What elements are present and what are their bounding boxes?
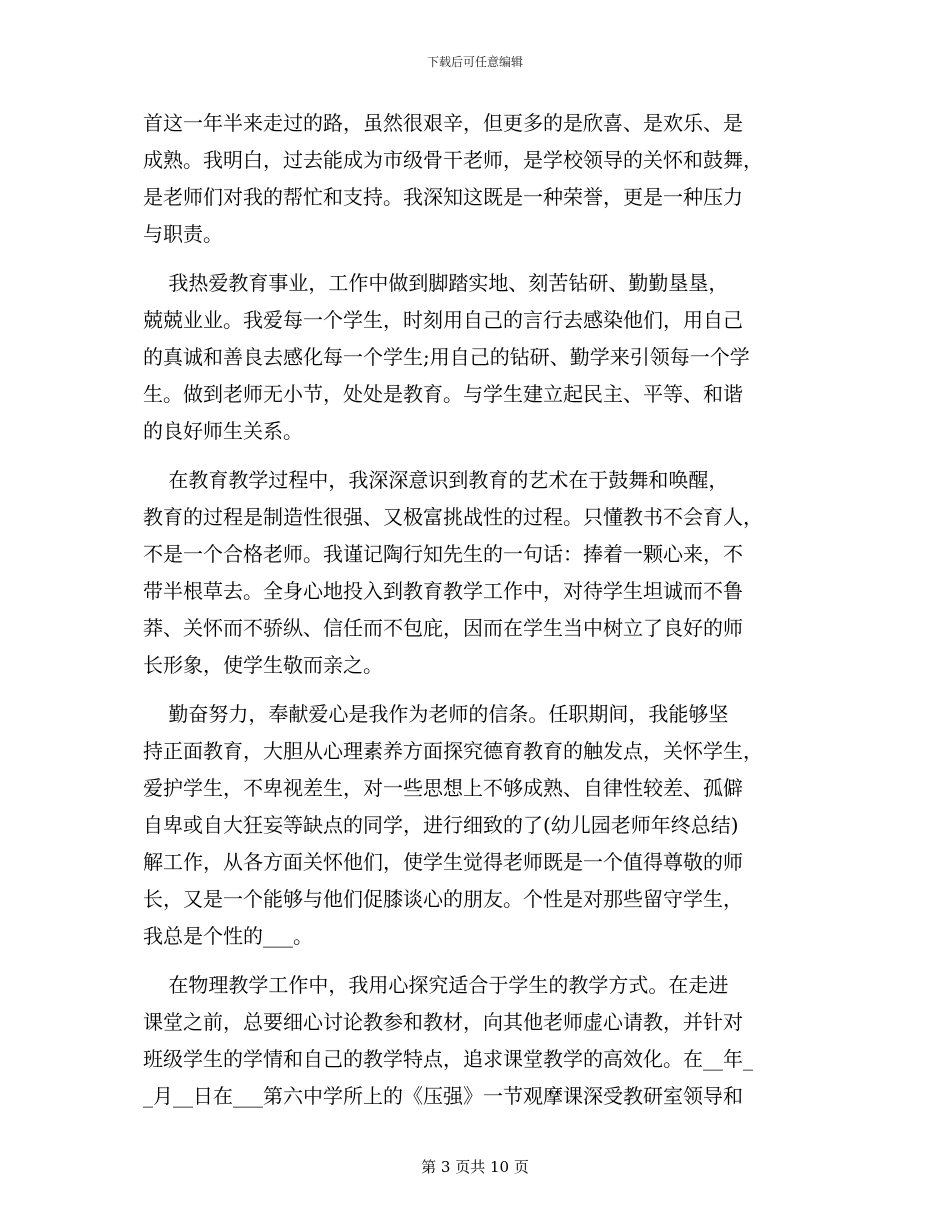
text-line: 的真诚和善良去感化每一个学生;用自己的钻研、勤学来引领每一个学 <box>143 345 750 369</box>
paragraph <box>143 696 805 955</box>
text-line: 我热爱教育事业，工作中做到脚踏实地、刻苦钻研、勤勤垦垦， <box>143 271 729 295</box>
text-line: 自卑或自大狂妄等缺点的同学，进行细致的了(幼儿园老师年终总结) <box>143 813 739 837</box>
text-line: 是老师们对我的帮忙和支持。我深知这既是一种荣誉，更是一种压力 <box>143 185 743 209</box>
text-line: 解工作，从各方面关怀他们，使学生觉得老师既是一个值得尊敬的师 <box>143 850 743 874</box>
text-line: 在物理教学工作中，我用心探究适合于学生的教学方式。在走进 <box>143 973 729 997</box>
text-line: _月__日在___第六中学所上的《压强》一节观摩课深受教研室领导和 <box>143 1084 743 1108</box>
text-line: 兢兢业业。我爱每一个学生，时刻用自己的言行去感染他们，用自己 <box>143 308 743 332</box>
text-line: 勤奋努力，奉献爱心是我作为老师的信条。任职期间，我能够坚 <box>143 702 729 726</box>
text-line: 首这一年半来走过的路，虽然很艰辛，但更多的是欣喜、是欢乐、是 <box>143 111 743 135</box>
paragraph <box>143 105 805 253</box>
text-line: 的良好师生关系。 <box>143 419 303 443</box>
text-line: 班级学生的学情和自己的教学特点，追求课堂教学的高效化。在__年_ <box>143 1047 753 1071</box>
page-footer: 第 3 页共 10 页 <box>421 1158 529 1176</box>
paragraph <box>143 265 805 450</box>
text-line: 不是一个合格老师。我谨记陶行知先生的一句话：捧着一颗心来，不 <box>143 542 743 566</box>
paragraph <box>143 967 805 1115</box>
text-line: 爱护学生，不卑视差生，对一些思想上不够成熟、自律性较差、孤僻 <box>143 776 743 800</box>
text-line: 成熟。我明白，过去能成为市级骨干老师，是学校领导的关怀和鼓舞， <box>143 148 763 172</box>
text-line: 带半根草去。全身心地投入到教育教学工作中，对待学生坦诚而不鲁 <box>143 579 743 603</box>
paragraph <box>143 462 805 684</box>
text-line: 教育的过程是制造性很强、又极富挑战性的过程。只懂教书不会育人， <box>143 505 763 529</box>
text-line: 持正面教育，大胆从心理素养方面探究德育教育的触发点，关怀学生， <box>143 739 763 763</box>
text-line: 在教育教学过程中，我深深意识到教育的艺术在于鼓舞和唤醒， <box>143 468 729 492</box>
text-line: 长，又是一个能够与他们促膝谈心的朋友。个性是对那些留守学生， <box>143 887 743 911</box>
text-line: 生。做到老师无小节，处处是教育。与学生建立起民主、平等、和谐 <box>143 382 743 406</box>
document-body <box>143 105 805 1115</box>
text-line: 长形象，使学生敬而亲之。 <box>143 653 383 677</box>
text-line: 我总是个性的___。 <box>143 924 313 948</box>
text-line: 课堂之前，总要细心讨论教参和教材，向其他老师虚心请教，并针对 <box>143 1010 743 1034</box>
page-header: 下载后可任意编辑 <box>426 55 523 69</box>
text-line: 莽、关怀而不骄纵、信任而不包庇，因而在学生当中树立了良好的师 <box>143 616 743 640</box>
text-line: 与职责。 <box>143 222 223 246</box>
